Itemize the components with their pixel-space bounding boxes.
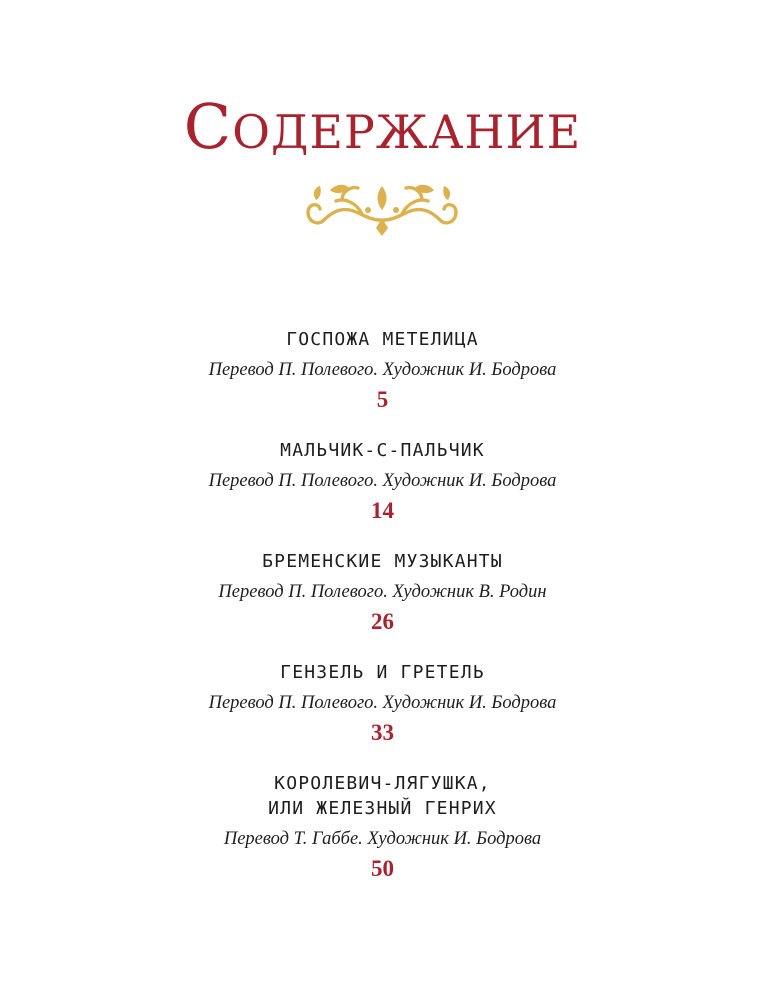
entry-page-number: 14	[371, 498, 394, 523]
entry-title-line: ИЛИ ЖЕЛЕЗНЫЙ ГЕНРИХ	[268, 798, 497, 819]
entry-credit: Перевод П. Полевого. Художник И. Бодрова	[208, 693, 557, 713]
toc-entry[interactable]	[0, 549, 765, 636]
entry-title	[0, 327, 765, 352]
page-title-initial: С	[183, 90, 233, 163]
entry-page-number: 33	[371, 720, 394, 745]
entry-title	[0, 549, 765, 574]
page-title-rest: ОДЕРЖАНИЕ	[232, 105, 582, 159]
entry-title-line: ГОСПОЖА МЕТЕЛИЦА	[286, 329, 479, 350]
page-title	[0, 90, 765, 163]
toc-entry[interactable]	[0, 327, 765, 414]
flourish-ornament-icon	[302, 176, 462, 236]
entry-title-line: ГЕНЗЕЛЬ И ГРЕТЕЛЬ	[280, 662, 485, 683]
entry-title	[0, 771, 765, 821]
entry-credit: Перевод П. Полевого. Художник И. Бодрова	[208, 360, 557, 380]
entry-credit: Перевод П. Полевого. Художник И. Бодрова	[208, 471, 557, 491]
toc-entry[interactable]	[0, 438, 765, 525]
entry-page-number: 5	[376, 387, 389, 412]
entry-page-number: 26	[371, 609, 394, 634]
entry-title-line: БРЕМЕНСКИЕ МУЗЫКАНТЫ	[262, 551, 503, 572]
entry-title-line: МАЛЬЧИК-С-ПАЛЬЧИК	[280, 440, 485, 461]
entry-credit: Перевод Т. Габбе. Художник И. Бодрова	[223, 829, 542, 849]
toc-entry[interactable]	[0, 660, 765, 747]
entry-credit: Перевод П. Полевого. Художник В. Родин	[218, 582, 547, 602]
entry-page-number: 50	[371, 856, 394, 881]
entry-title	[0, 660, 765, 685]
toc-entry[interactable]	[0, 771, 765, 883]
entry-title	[0, 438, 765, 463]
entry-title-line: КОРОЛЕВИЧ-ЛЯГУШКА,	[274, 773, 491, 794]
table-of-contents	[0, 327, 765, 907]
